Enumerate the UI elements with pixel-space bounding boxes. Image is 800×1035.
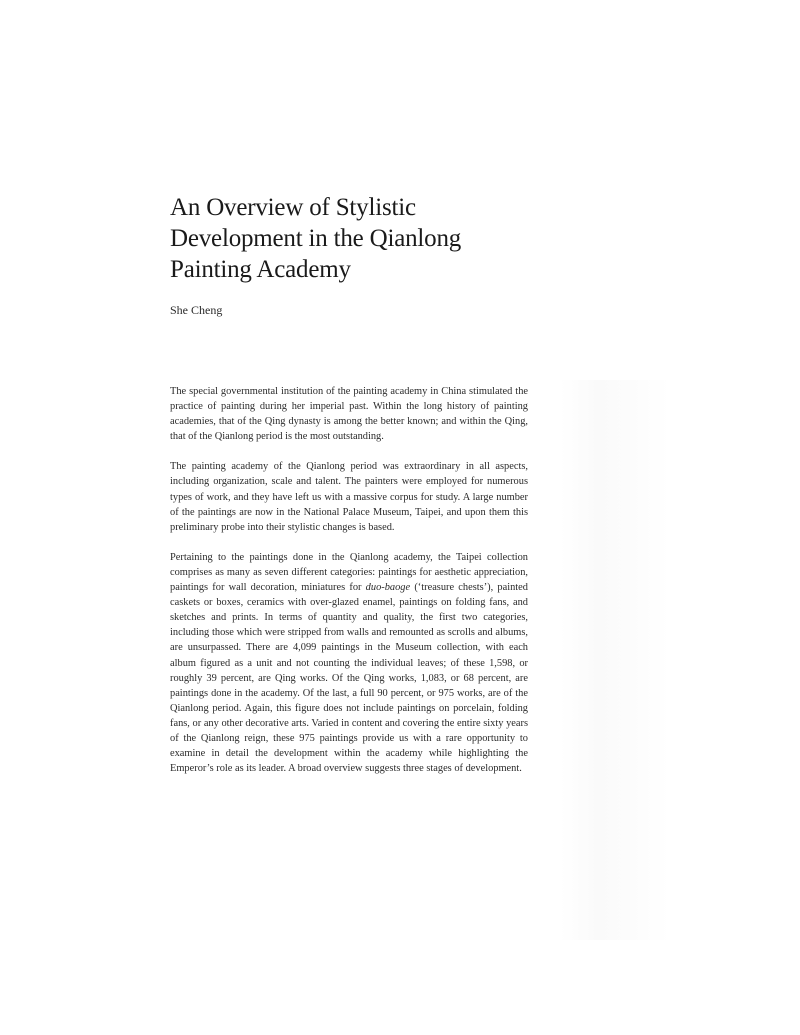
paragraph-3-italic-term: duo-baoge bbox=[365, 582, 411, 594]
background-shading bbox=[560, 380, 670, 940]
title-line-3: Painting Academy bbox=[170, 256, 351, 283]
title-line-1: An Overview of Stylistic bbox=[170, 194, 416, 221]
paragraph-3 bbox=[170, 550, 528, 776]
article-header bbox=[170, 192, 528, 317]
paragraph-3-text-b: (‘treasure chests’), painted caskets or boxes, ceramics with over-glazed enamel, paintings on folding fans, and sketches and prints. In terms of quantity and quality, the first two categories, including those which were stripped from walls and remounted as scrolls and albums, are unsurpassed. There are 4,099 paintings in the Museum collection, with each album figured as a unit and not counting the individual leaves; of these 1,598, or roughly 39 percent, are Qing works. Of the Qing works, 1,083, or 68 percent, are paintings done in the academy. Of the last, a full 90 percent, or 975 works, are of the Qianlong period. Again, this figure does not include paintings on porcelain, folding fans, or any other decorative arts. Varied in content and covering the entire sixty years of the Qianlong reign, these 975 paintings provide us with a rare opportunity to examine in detail the development within the academy while highlighting the Emperor’s role as its leader. A broad overview suggests three stages of development. bbox=[170, 582, 528, 775]
paragraph-3-text-a: Pertaining to the paintings done in the Qianlong academy, the Taipei collection comprises as many as seven different categories: paintings for aesthetic appreciation, paintings for wall decoration, miniatures for bbox=[170, 551, 528, 594]
title-line-2: Development in the Qianlong bbox=[170, 225, 462, 252]
article-body bbox=[170, 384, 528, 791]
author-name: She Cheng bbox=[170, 303, 223, 317]
paragraph-2: The painting academy of the Qianlong period was extraordinary in all aspects, including organization, scale and talent. The painters were employed for numerous types of work, and they have left us with a massive corpus for study. A large number of the paintings are now in the National Palace Museum, Taipei, and upon them this preliminary probe into their stylistic changes is based. bbox=[170, 461, 528, 533]
article-title bbox=[170, 192, 528, 285]
paragraph-1: The special governmental institution of the painting academy in China stimulated the practice of painting during her imperial past. Within the long history of painting academies, that of the Qing dynasty is among the better known; and within the Qing, that of the Qianlong period is the most outstanding. bbox=[170, 386, 528, 443]
